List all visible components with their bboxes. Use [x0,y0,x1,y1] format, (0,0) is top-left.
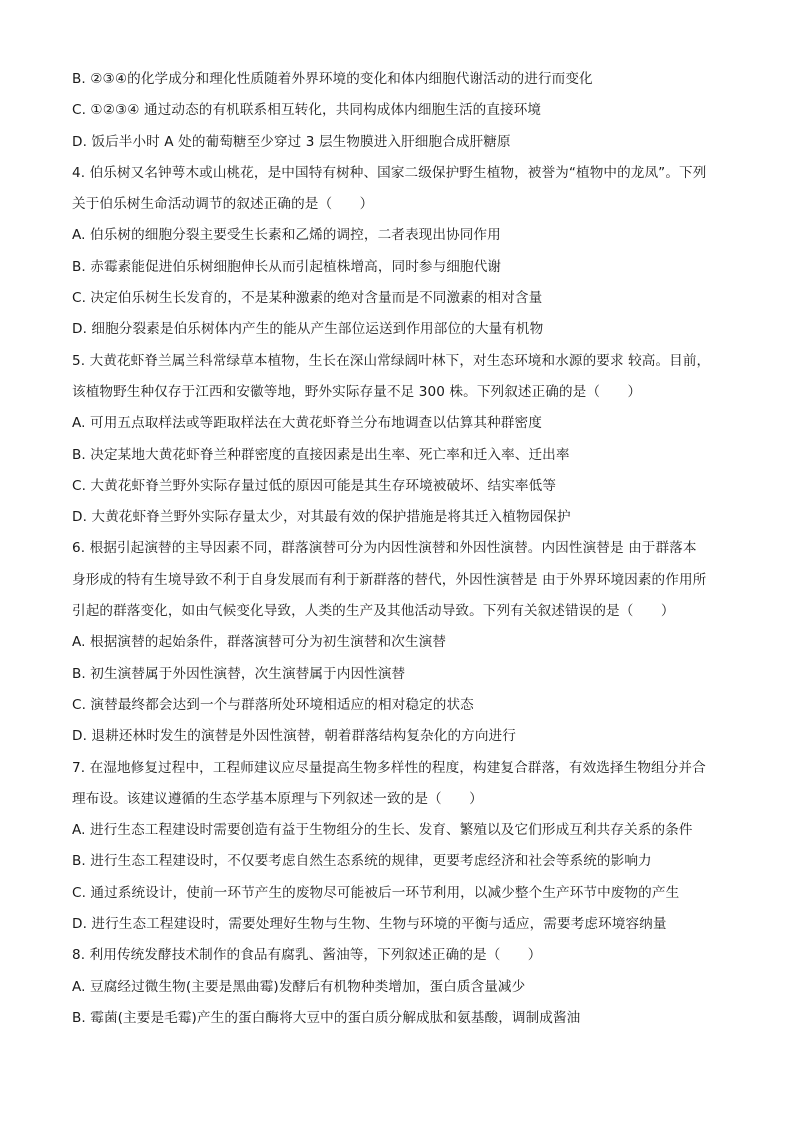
question-5-stem: 该植物野生种仅存于江西和安徽等地，野外实际存量不足 300 株。下列叙述正确的是（ ） [72,383,642,400]
question-7-stem: 理布设。该建议遵循的生态学基本原理与下列叙述一致的是（ ） [72,790,483,807]
question-5-stem: 5. 大黄花虾脊兰属兰科常绿草本植物，生长在深山常绿阔叶林下，对生态环境和水源的要求 较高。目前， [72,352,711,369]
option-line: A. 豆腐经过微生物(主要是黑曲霉)发酵后有机物种类增加，蛋白质含量减少 [72,978,526,995]
question-4-stem: 关于伯乐树生命活动调节的叙述正确的是（ ） [72,196,374,213]
option-line: A. 可用五点取样法或等距取样法在大黄花虾脊兰分布地调查以估算其种群密度 [72,415,542,432]
option-line: A. 伯乐树的细胞分裂主要受生长素和乙烯的调控，二者表现出协同作用 [72,227,501,244]
option-line: B. ②③④的化学成分和理化性质随着外界环境的变化和体内细胞代谢活动的进行而变化 [72,71,593,87]
question-6-stem: 6. 根据引起演替的主导因素不同，群落演替可分为内因性演替和外因性演替。内因性演替是 由于群落本 [72,540,697,557]
option-line: C. 大黄花虾脊兰野外实际存量过低的原因可能是其生存环境被破坏、结实率低等 [72,477,557,494]
option-line: C. 通过系统设计，使前一环节产生的废物尽可能被后一环节利用，以减少整个生产环节中废物的产生 [72,884,680,901]
option-line: B. 霉菌(主要是毛霉)产生的蛋白酶将大豆中的蛋白质分解成肽和氨基酸，调制成酱油 [72,1009,581,1026]
option-line: D. 进行生态工程建设时，需要处理好生物与生物、生物与环境的平衡与适应，需要考虑环境容纳量 [72,916,667,933]
option-line: A. 根据演替的起始条件，群落演替可分为初生演替和次生演替 [72,634,447,651]
option-line: D. 退耕还林时发生的演替是外因性演替，朝着群落结构复杂化的方向进行 [72,728,516,745]
question-text-block [72,64,732,1034]
option-line: B. 赤霉素能促进伯乐树细胞伸长从而引起植株增高，同时参与细胞代谢 [72,258,502,275]
option-line: C. 决定伯乐树生长发育的，不是某种激素的绝对含量而是不同激素的相对含量 [72,290,543,307]
option-line: B. 初生演替属于外因性演替，次生演替属于内因性演替 [72,665,406,682]
question-7-stem: 7. 在湿地修复过程中，工程师建议应尽量提高生物多样性的程度，构建复合群落，有效选择生物组分并合 [72,759,706,776]
option-line: D. 饭后半小时 A 处的葡萄糖至少穿过 3 层生物膜进入肝细胞合成肝糖原 [72,133,511,150]
question-4-stem: 4. 伯乐树又名钟萼木或山桃花，是中国特有树种、国家二级保护野生植物，被誉为“植物中的龙凤”。下列 [72,164,707,181]
question-6-stem: 身形成的特有生境导致不利于自身发展而有利于新群落的替代，外因性演替是 由于外界环境因素的作用所 [72,571,707,588]
question-6-stem: 引起的群落变化，如由气候变化导致，人类的生产及其他活动导致。下列有关叙述错误的是（ ） [72,603,675,620]
option-line: D. 大黄花虾脊兰野外实际存量太少，对其最有效的保护措施是将其迁入植物园保护 [72,509,571,526]
option-line: B. 决定某地大黄花虾脊兰种群密度的直接因素是出生率、死亡率和迁入率、迁出率 [72,446,570,463]
option-line: C. 演替最终都会达到一个与群落所处环境相适应的相对稳定的状态 [72,696,474,713]
option-line: D. 细胞分裂素是伯乐树体内产生的能从产生部位运送到作用部位的大量有机物 [72,321,544,338]
question-8-stem: 8. 利用传统发酵技术制作的食品有腐乳、酱油等，下列叙述正确的是（ ） [72,947,542,964]
option-line: C. ①②③④ 通过动态的有机联系相互转化，共同构成体内细胞生活的直接环境 [72,102,542,119]
option-line: A. 进行生态工程建设时需要创造有益于生物组分的生长、发育、繁殖以及它们形成互利共存关系的条件 [72,822,693,839]
option-line: B. 进行生态工程建设时，不仅要考虑自然生态系统的规律，更要考虑经济和社会等系统的影响力 [72,853,652,870]
